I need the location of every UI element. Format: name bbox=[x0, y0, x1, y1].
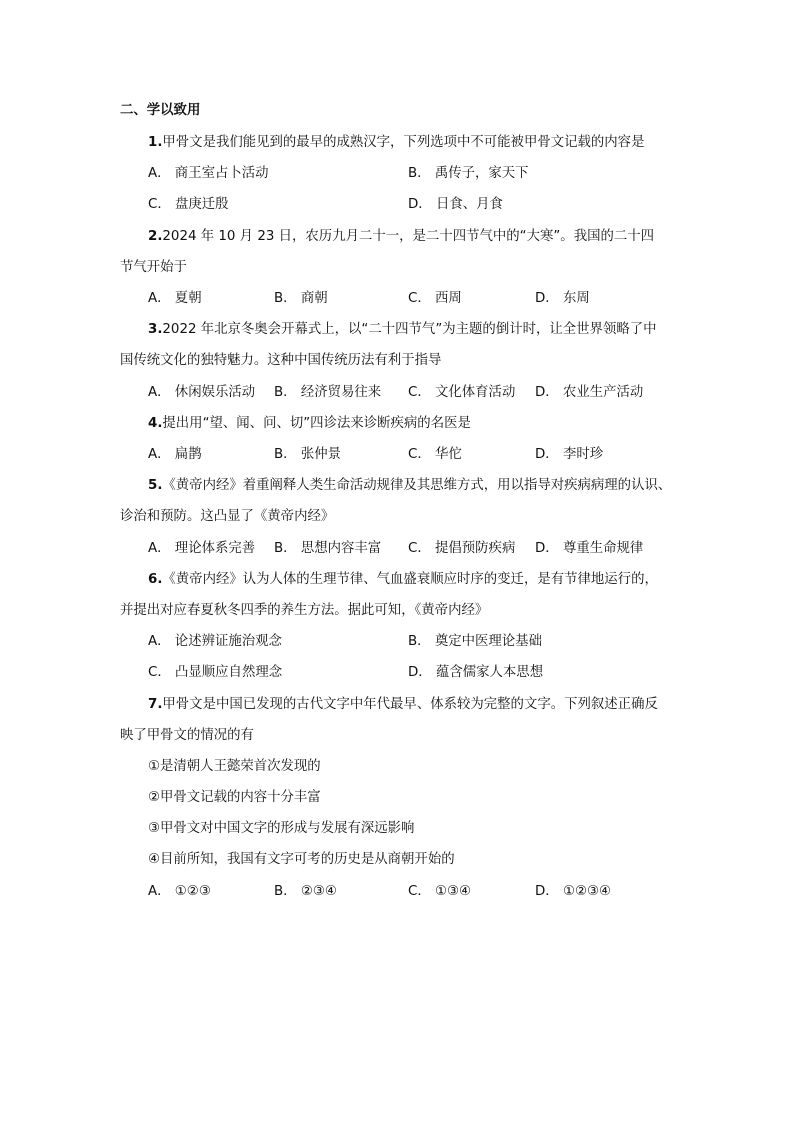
option-a: A． 商王室占卜活动 bbox=[148, 166, 269, 181]
option-b: B． 商朝 bbox=[274, 291, 328, 306]
option-b: B． 思想内容丰富 bbox=[274, 541, 382, 556]
question-7-stem bbox=[148, 696, 658, 714]
option-a: A． 扁鹊 bbox=[148, 447, 202, 462]
option-d: D． 尊重生命规律 bbox=[535, 541, 644, 556]
question-number: 7. bbox=[148, 697, 163, 712]
option-b: B． 张仲景 bbox=[274, 447, 342, 462]
question-number: 2. bbox=[148, 229, 163, 244]
question-4-stem bbox=[148, 415, 471, 433]
question-stem-line: 映了甲骨文的情况的有 bbox=[120, 728, 254, 743]
question-stem-line: 甲骨文是中国已发现的古代文字中年代最早、体系较为完整的文字。下列叙述正确反 bbox=[162, 697, 658, 712]
option-b: B． 禹传子，家天下 bbox=[408, 166, 529, 181]
question-stem-line: 《黄帝内经》认为人体的生理节律、气血盛衰顺应时序的变迁，是有节律地运行的， bbox=[162, 572, 658, 587]
statement-4: ④目前所知，我国有文字可考的历史是从商朝开始的 bbox=[148, 852, 455, 867]
option-b: B． 经济贸易往来 bbox=[274, 385, 382, 400]
option-a: A． 夏朝 bbox=[148, 291, 202, 306]
statement-2: ②甲骨文记载的内容十分丰富 bbox=[148, 790, 321, 805]
option-d: D． ①②③④ bbox=[535, 884, 611, 899]
question-2-stem bbox=[148, 228, 654, 246]
question-number: 4. bbox=[148, 416, 163, 431]
section-title: 二、学以致用 bbox=[120, 103, 201, 118]
statement-3: ③甲骨文对中国文字的形成与发展有深远影响 bbox=[148, 821, 415, 836]
option-a: A． 理论体系完善 bbox=[148, 541, 256, 556]
question-number: 5. bbox=[148, 478, 163, 493]
question-stem-line: 《黄帝内经》着重阐释人类生命活动规律及其思维方式，用以指导对疾病病理的认识、 bbox=[162, 478, 672, 493]
question-number: 6. bbox=[148, 572, 163, 587]
option-c: C． 凸显顺应自然理念 bbox=[148, 665, 283, 680]
option-a: A． ①②③ bbox=[148, 884, 211, 899]
question-stem-line: 国传统文化的独特魅力。这种中国传统历法有利于指导 bbox=[120, 353, 442, 368]
question-number: 1. bbox=[148, 135, 163, 150]
question-3-stem bbox=[148, 321, 657, 339]
option-c: C． 西周 bbox=[408, 291, 462, 306]
statement-1: ①是清朝人王懿荣首次发现的 bbox=[148, 759, 321, 774]
question-stem-line: 甲骨文是我们能见到的最早的成熟汉字，下列选项中不可能被甲骨文记载的内容是 bbox=[162, 135, 645, 150]
option-d: D． 东周 bbox=[535, 291, 590, 306]
option-d: D． 日食、月食 bbox=[408, 197, 503, 212]
option-c: C． 文化体育活动 bbox=[408, 385, 516, 400]
question-stem-line: 提出用“望、闻、问、切”四诊法来诊断疾病的名医是 bbox=[162, 416, 471, 431]
option-c: C． 提倡预防疾病 bbox=[408, 541, 516, 556]
question-stem-line: 节气开始于 bbox=[120, 260, 187, 275]
option-d: D． 农业生产活动 bbox=[535, 385, 644, 400]
option-b: B． ②③④ bbox=[274, 884, 337, 899]
option-d: D． 李时珍 bbox=[535, 447, 604, 462]
question-stem-line: 2022 年北京冬奥会开幕式上，以“二十四节气”为主题的倒计时，让全世界领略了中 bbox=[162, 322, 657, 337]
option-b: B． 奠定中医理论基础 bbox=[408, 634, 542, 649]
question-number: 3. bbox=[148, 322, 163, 337]
option-c: C． ①③④ bbox=[408, 884, 472, 899]
option-a: A． 休闲娱乐活动 bbox=[148, 385, 256, 400]
option-a: A． 论述辨证施治观念 bbox=[148, 634, 282, 649]
question-1-stem bbox=[148, 134, 644, 152]
option-c: C． 盘庚迁殷 bbox=[148, 197, 229, 212]
option-c: C． 华佗 bbox=[408, 447, 462, 462]
question-6-stem bbox=[148, 571, 658, 589]
option-d: D． 蕴含儒家人本思想 bbox=[408, 665, 544, 680]
question-stem-line: 诊治和预防。这凸显了《黄帝内经》 bbox=[120, 509, 335, 524]
question-5-stem bbox=[148, 477, 671, 495]
question-stem-line: 2024 年 10 月 23 日，农历九月二十一，是二十四节气中的“大寒”。我国的二十四 bbox=[162, 229, 655, 244]
question-stem-line: 并提出对应春夏秋冬四季的养生方法。据此可知，《黄帝内经》 bbox=[120, 603, 489, 618]
